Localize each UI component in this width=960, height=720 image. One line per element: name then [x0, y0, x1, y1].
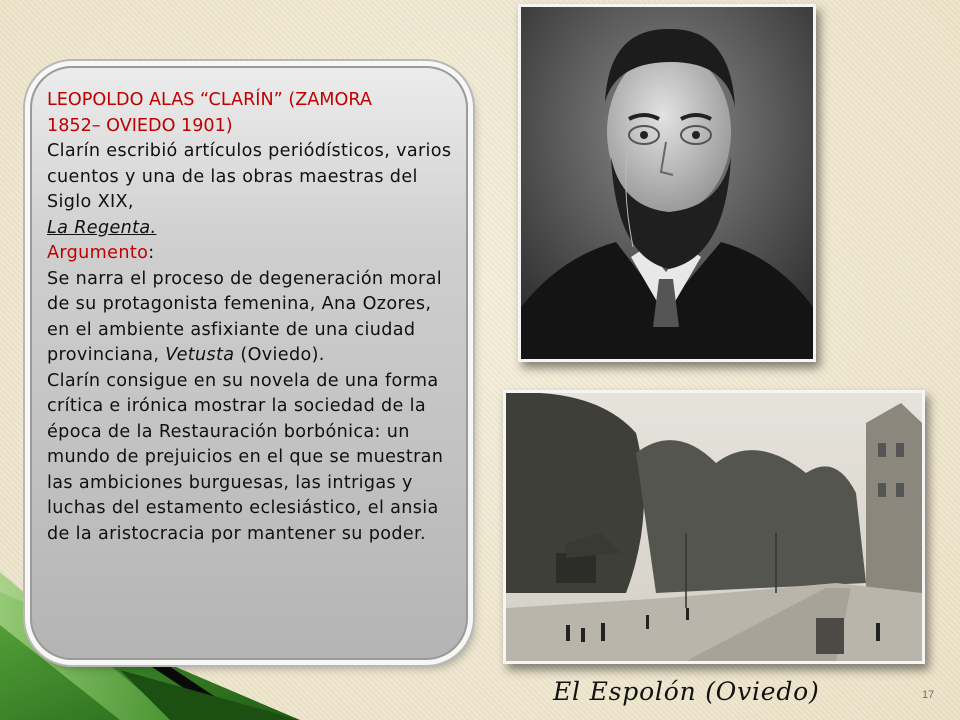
photo-caption: El Espolón (Oviedo): [553, 677, 820, 706]
argument-heading: [47, 241, 459, 267]
intro-paragraph: [47, 139, 459, 241]
novel-title: La Regenta.: [47, 217, 157, 238]
plot-text-1: Se narra el proceso de degeneración moral de su protagonista femenina, Ana Ozores, en el ambiente asfixiante de una ciudad provinciana,: [47, 268, 442, 365]
page-number: 17: [922, 689, 935, 701]
argument-label: Argumento: [47, 243, 149, 263]
portrait-photo: [518, 4, 816, 362]
slide-text: [47, 88, 459, 547]
author-heading: [47, 88, 459, 139]
real-city: (Oviedo).: [234, 345, 325, 365]
heading-line-2: 1852– OVIEDO 1901): [47, 115, 233, 136]
plot-paragraph-1: [47, 267, 459, 369]
plot-paragraph-2: Clarín consigue en su novela de una forma crítica e irónica mostrar la sociedad de la época de la Restauración borbónica: un mundo de prejuicios en el que se muestran las ambiciones burguesas, las intrigas y luchas del estamento eclesiástico, el ansia de la aristocracia por mantener su poder.: [47, 370, 444, 544]
argument-colon: :: [148, 243, 155, 263]
street-photo: [503, 390, 925, 664]
intro-text: Clarín escribió artículos periódísticos, varios cuentos y una de las obras maestras del Siglo XIX,: [47, 141, 452, 212]
street-illustration: [506, 393, 922, 661]
fictional-city: Vetusta: [165, 345, 235, 365]
heading-line-1: LEOPOLDO ALAS “CLARÍN” (ZAMORA: [47, 90, 372, 110]
portrait-illustration: [521, 7, 813, 359]
